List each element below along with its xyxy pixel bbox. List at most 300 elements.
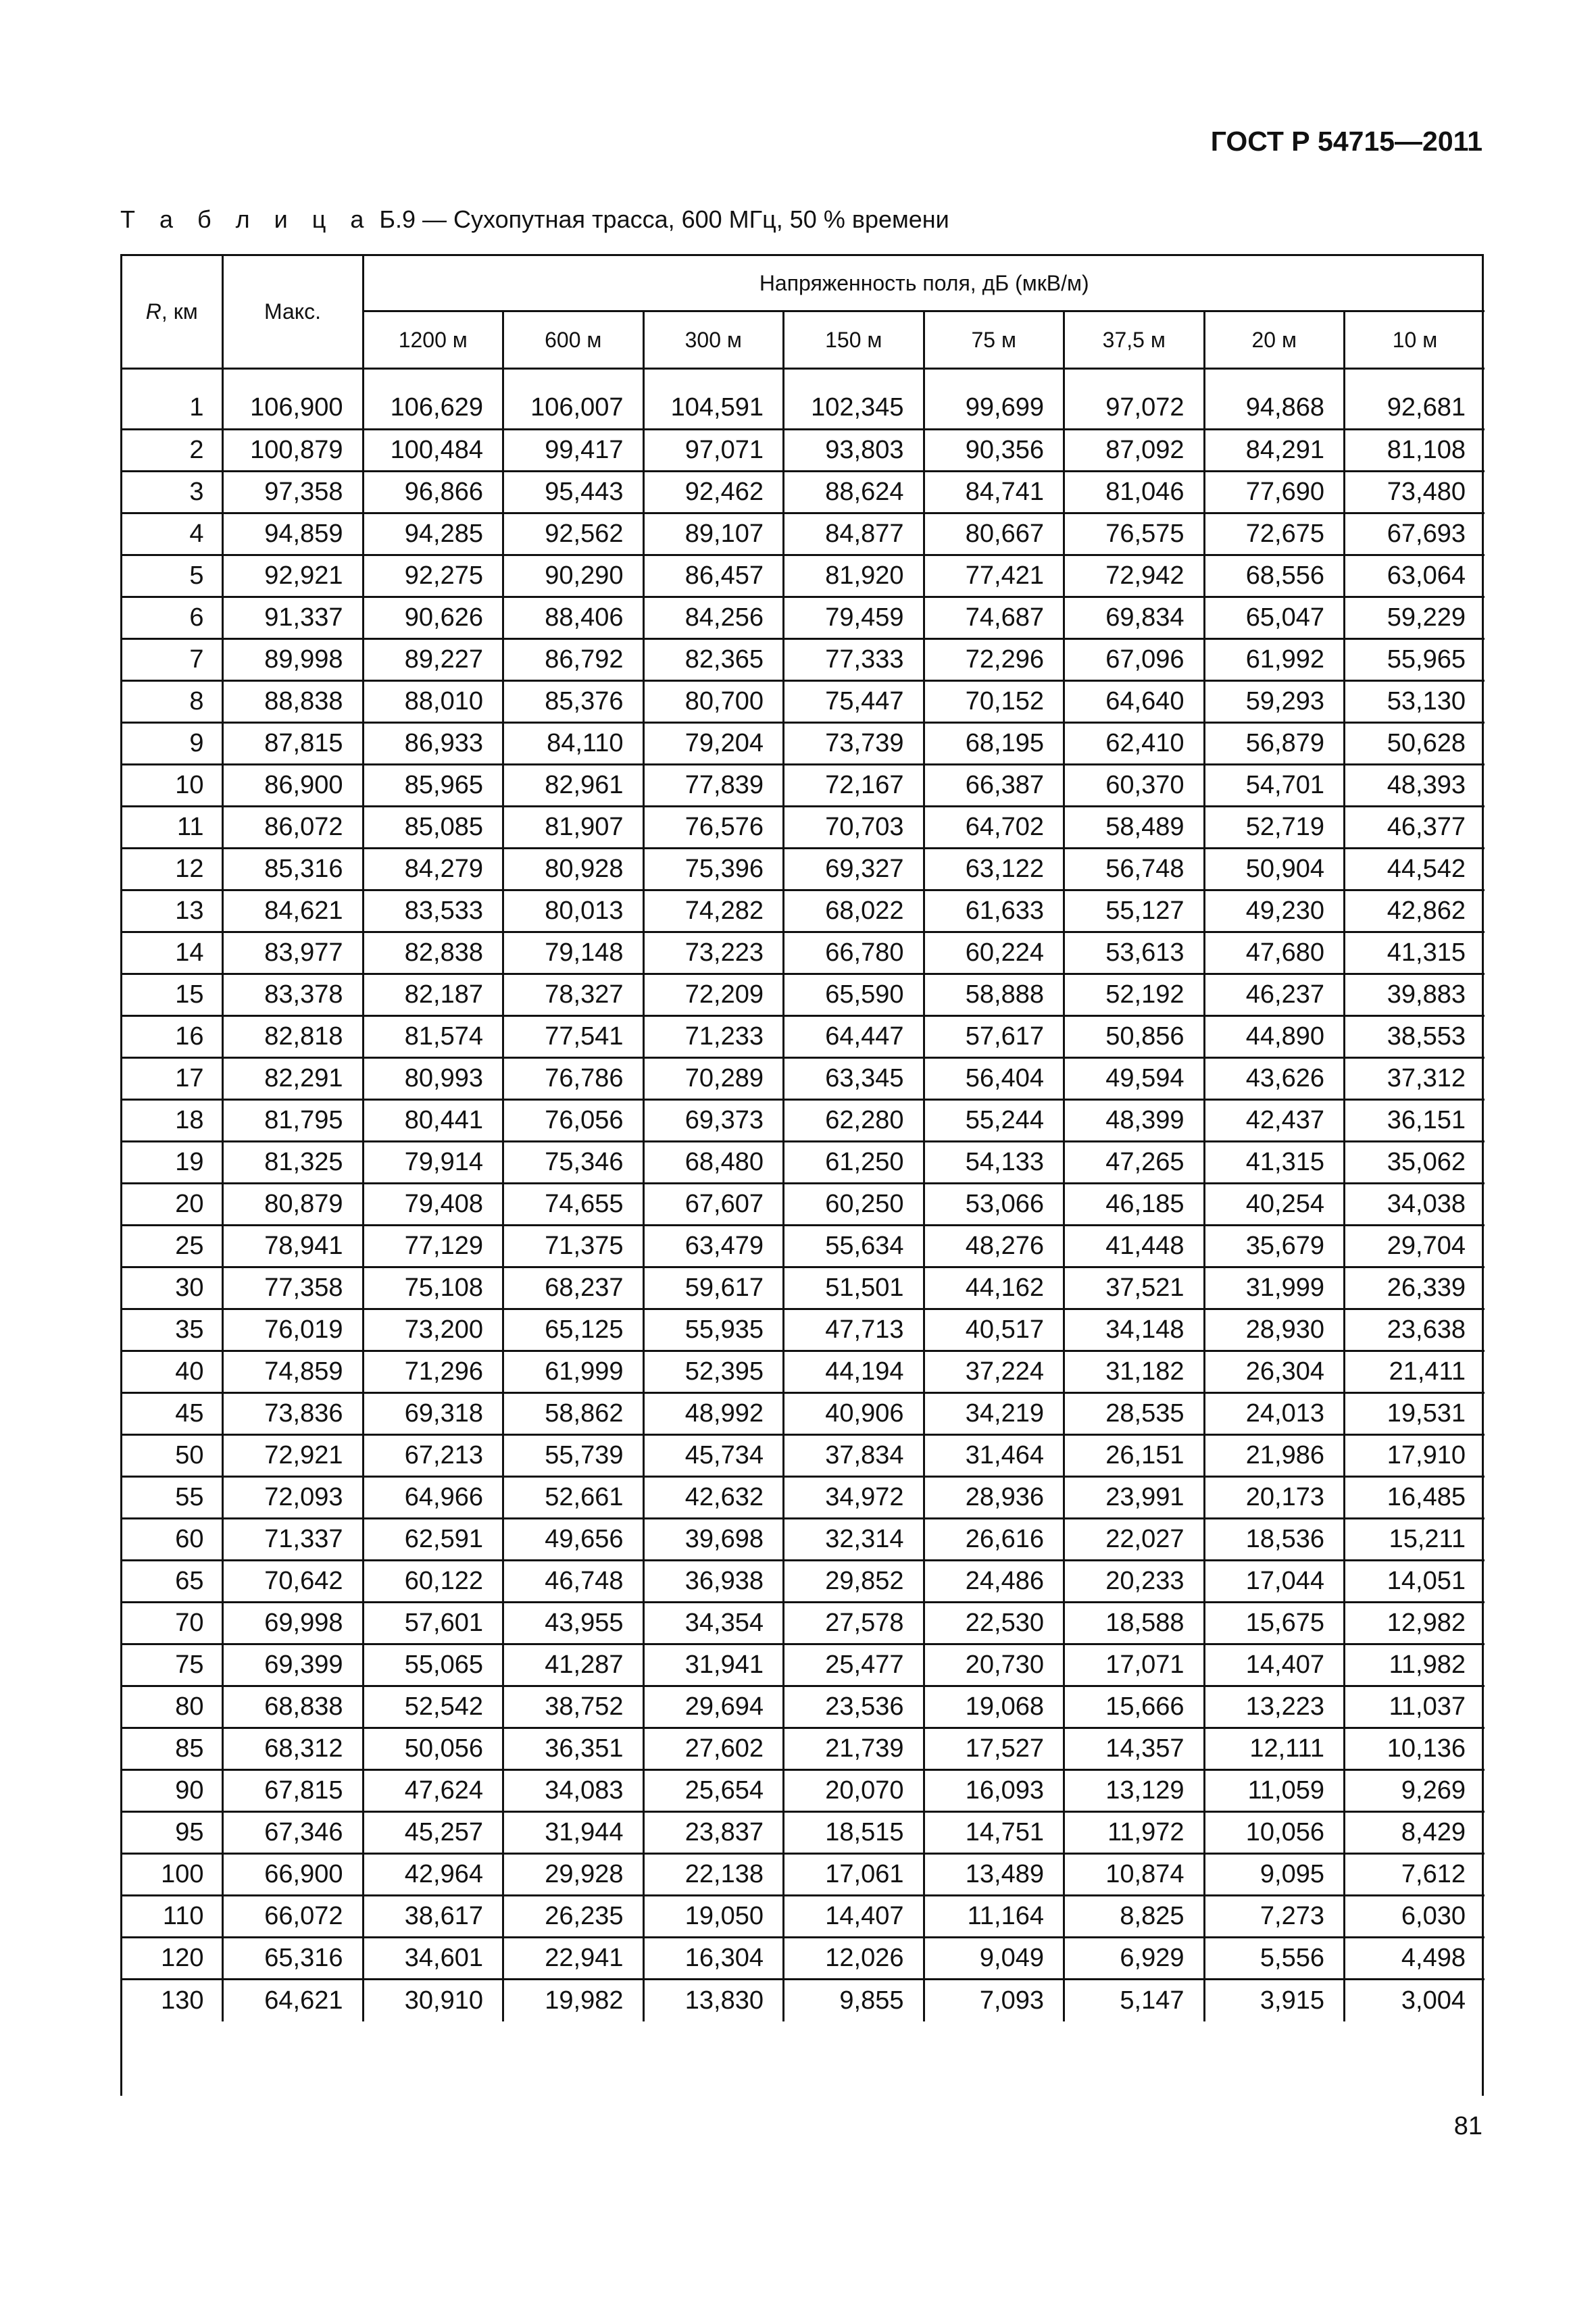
value-cell: 92,562 <box>503 513 644 555</box>
value-cell: 34,038 <box>1345 1184 1485 1226</box>
value-cell: 26,339 <box>1345 1267 1485 1309</box>
value-cell: 64,447 <box>784 1016 924 1058</box>
table-row <box>122 1351 1485 1393</box>
value-cell: 53,130 <box>1345 681 1485 723</box>
value-cell: 77,690 <box>1204 472 1345 513</box>
gap-cell <box>784 369 924 388</box>
value-cell: 90,626 <box>363 597 503 639</box>
max-cell: 71,337 <box>222 1519 363 1561</box>
value-cell: 20,730 <box>924 1644 1064 1686</box>
value-cell: 47,713 <box>784 1309 924 1351</box>
max-cell: 64,621 <box>222 1980 363 2021</box>
value-cell: 39,883 <box>1345 974 1485 1016</box>
value-cell: 97,072 <box>1064 388 1205 430</box>
value-cell: 85,965 <box>363 765 503 807</box>
value-cell: 34,148 <box>1064 1309 1205 1351</box>
value-cell: 69,834 <box>1064 597 1205 639</box>
value-cell: 77,129 <box>363 1226 503 1267</box>
value-cell: 77,541 <box>503 1016 644 1058</box>
value-cell: 85,376 <box>503 681 644 723</box>
value-cell: 99,699 <box>924 388 1064 430</box>
table-row <box>122 932 1485 974</box>
value-cell: 15,666 <box>1064 1686 1205 1728</box>
value-cell: 14,357 <box>1064 1728 1205 1770</box>
value-cell: 16,304 <box>643 1938 784 1980</box>
value-cell: 31,941 <box>643 1644 784 1686</box>
max-cell: 87,815 <box>222 723 363 765</box>
value-cell: 102,345 <box>784 388 924 430</box>
value-cell: 64,640 <box>1064 681 1205 723</box>
value-cell: 58,489 <box>1064 807 1205 849</box>
table-row <box>122 1686 1485 1728</box>
value-cell: 46,748 <box>503 1561 644 1603</box>
value-cell: 12,111 <box>1204 1728 1345 1770</box>
value-cell: 13,129 <box>1064 1770 1205 1812</box>
value-cell: 81,907 <box>503 807 644 849</box>
value-cell: 5,556 <box>1204 1938 1345 1980</box>
value-cell: 80,013 <box>503 890 644 932</box>
value-cell: 71,375 <box>503 1226 644 1267</box>
value-cell: 73,223 <box>643 932 784 974</box>
value-cell: 99,417 <box>503 430 644 472</box>
max-cell: 67,815 <box>222 1770 363 1812</box>
max-cell: 106,900 <box>222 388 363 430</box>
value-cell: 79,914 <box>363 1142 503 1184</box>
value-cell: 72,296 <box>924 639 1064 681</box>
value-cell: 51,501 <box>784 1267 924 1309</box>
value-cell: 77,839 <box>643 765 784 807</box>
header-distance-unit: , км <box>161 299 198 324</box>
value-cell: 4,498 <box>1345 1938 1485 1980</box>
value-cell: 17,061 <box>784 1854 924 1896</box>
distance-cell: 9 <box>122 723 222 765</box>
value-cell: 72,675 <box>1204 513 1345 555</box>
header-height: 20 м <box>1204 311 1345 369</box>
max-cell: 78,941 <box>222 1226 363 1267</box>
distance-cell: 11 <box>122 807 222 849</box>
value-cell: 79,408 <box>363 1184 503 1226</box>
value-cell: 84,110 <box>503 723 644 765</box>
max-cell: 69,998 <box>222 1603 363 1644</box>
value-cell: 50,904 <box>1204 849 1345 890</box>
max-cell: 100,879 <box>222 430 363 472</box>
value-cell: 31,999 <box>1204 1267 1345 1309</box>
value-cell: 60,122 <box>363 1561 503 1603</box>
table-row <box>122 1812 1485 1854</box>
value-cell: 14,751 <box>924 1812 1064 1854</box>
value-cell: 93,803 <box>784 430 924 472</box>
value-cell: 64,702 <box>924 807 1064 849</box>
value-cell: 49,656 <box>503 1519 644 1561</box>
value-cell: 40,254 <box>1204 1184 1345 1226</box>
value-cell: 28,936 <box>924 1477 1064 1519</box>
value-cell: 73,480 <box>1345 472 1485 513</box>
value-cell: 61,633 <box>924 890 1064 932</box>
value-cell: 50,056 <box>363 1728 503 1770</box>
max-cell: 70,642 <box>222 1561 363 1603</box>
value-cell: 17,527 <box>924 1728 1064 1770</box>
value-cell: 44,194 <box>784 1351 924 1393</box>
value-cell: 89,227 <box>363 639 503 681</box>
value-cell: 71,233 <box>643 1016 784 1058</box>
value-cell: 7,273 <box>1204 1896 1345 1938</box>
value-cell: 29,694 <box>643 1686 784 1728</box>
value-cell: 11,164 <box>924 1896 1064 1938</box>
value-cell: 97,071 <box>643 430 784 472</box>
distance-cell: 35 <box>122 1309 222 1351</box>
value-cell: 3,915 <box>1204 1980 1345 2021</box>
value-cell: 54,133 <box>924 1142 1064 1184</box>
value-cell: 22,027 <box>1064 1519 1205 1561</box>
value-cell: 63,122 <box>924 849 1064 890</box>
value-cell: 60,250 <box>784 1184 924 1226</box>
value-cell: 3,004 <box>1401 1986 1466 2015</box>
value-cell: 9,049 <box>924 1938 1064 1980</box>
value-cell: 34,219 <box>924 1393 1064 1435</box>
value-cell: 80,667 <box>924 513 1064 555</box>
value-cell: 84,256 <box>643 597 784 639</box>
max-cell: 67,346 <box>222 1812 363 1854</box>
distance-cell: 20 <box>122 1184 222 1226</box>
value-cell: 94,868 <box>1204 388 1345 430</box>
table-caption-text: Б.9 — Сухопутная трасса, 600 МГц, 50 % времени <box>372 205 949 233</box>
max-cell: 85,316 <box>222 849 363 890</box>
table-row <box>122 639 1485 681</box>
value-cell: 80,993 <box>363 1058 503 1100</box>
distance-cell: 110 <box>122 1896 222 1938</box>
value-cell: 62,591 <box>363 1519 503 1561</box>
table-caption <box>120 205 949 234</box>
value-cell: 71,296 <box>363 1351 503 1393</box>
max-cell: 66,072 <box>222 1896 363 1938</box>
value-cell: 50,628 <box>1345 723 1485 765</box>
value-cell: 23,991 <box>1064 1477 1205 1519</box>
value-cell: 65,590 <box>784 974 924 1016</box>
value-cell: 74,282 <box>643 890 784 932</box>
table-row <box>122 1226 1485 1267</box>
value-cell: 11,982 <box>1345 1644 1485 1686</box>
value-cell: 30,910 <box>363 1980 503 2021</box>
value-cell: 40,906 <box>784 1393 924 1435</box>
value-cell: 48,393 <box>1345 765 1485 807</box>
value-cell: 65,125 <box>503 1309 644 1351</box>
value-cell: 38,617 <box>363 1896 503 1938</box>
value-cell: 67,693 <box>1345 513 1485 555</box>
max-cell: 77,358 <box>222 1267 363 1309</box>
table-row <box>122 1728 1485 1770</box>
table-row <box>122 430 1485 472</box>
value-cell: 9,269 <box>1345 1770 1485 1812</box>
max-cell: 65,316 <box>222 1938 363 1980</box>
value-cell: 57,617 <box>924 1016 1064 1058</box>
value-cell: 31,464 <box>924 1435 1064 1477</box>
distance-cell: 30 <box>122 1267 222 1309</box>
value-cell: 52,719 <box>1204 807 1345 849</box>
value-cell: 86,792 <box>503 639 644 681</box>
distance-cell: 75 <box>122 1644 222 1686</box>
value-cell: 20,070 <box>784 1770 924 1812</box>
value-cell: 47,680 <box>1204 932 1345 974</box>
value-cell: 26,616 <box>924 1519 1064 1561</box>
value-cell: 62,280 <box>784 1100 924 1142</box>
distance-cell: 13 <box>122 890 222 932</box>
value-cell: 32,314 <box>784 1519 924 1561</box>
value-cell: 90,290 <box>503 555 644 597</box>
value-cell: 27,578 <box>784 1603 924 1644</box>
value-cell: 61,992 <box>1204 639 1345 681</box>
value-cell: 82,187 <box>363 974 503 1016</box>
value-cell: 52,192 <box>1064 974 1205 1016</box>
value-cell: 69,373 <box>643 1100 784 1142</box>
value-cell: 36,351 <box>503 1728 644 1770</box>
table-row <box>122 1184 1485 1226</box>
value-cell: 81,046 <box>1064 472 1205 513</box>
value-cell: 41,448 <box>1064 1226 1205 1267</box>
value-cell: 6,030 <box>1345 1896 1485 1938</box>
value-cell: 23,536 <box>784 1686 924 1728</box>
value-cell: 40,517 <box>924 1309 1064 1351</box>
table-row <box>122 890 1485 932</box>
value-cell: 19,050 <box>643 1896 784 1938</box>
gap-cell <box>122 369 222 388</box>
value-cell: 14,407 <box>1204 1644 1345 1686</box>
value-cell: 52,661 <box>503 1477 644 1519</box>
value-cell: 72,942 <box>1064 555 1205 597</box>
page-number: 81 <box>1453 2112 1482 2140</box>
value-cell: 19,531 <box>1345 1393 1485 1435</box>
value-cell: 80,928 <box>503 849 644 890</box>
value-cell: 70,289 <box>643 1058 784 1100</box>
value-cell: 69,327 <box>784 849 924 890</box>
value-cell: 63,479 <box>643 1226 784 1267</box>
distance-cell: 2 <box>122 430 222 472</box>
value-cell: 92,462 <box>643 472 784 513</box>
value-cell: 14,051 <box>1345 1561 1485 1603</box>
value-cell: 64,966 <box>363 1477 503 1519</box>
value-cell: 43,626 <box>1204 1058 1345 1100</box>
max-cell: 69,399 <box>222 1644 363 1686</box>
max-cell: 83,378 <box>222 974 363 1016</box>
value-cell: 95,443 <box>503 472 644 513</box>
value-cell: 54,701 <box>1204 765 1345 807</box>
value-cell: 80,441 <box>363 1100 503 1142</box>
value-cell: 104,591 <box>643 388 784 430</box>
value-cell: 63,064 <box>1345 555 1485 597</box>
value-cell: 66,387 <box>924 765 1064 807</box>
max-cell: 74,859 <box>222 1351 363 1393</box>
value-cell: 42,437 <box>1204 1100 1345 1142</box>
value-cell: 76,786 <box>503 1058 644 1100</box>
value-cell: 75,346 <box>503 1142 644 1184</box>
value-cell: 86,933 <box>363 723 503 765</box>
value-cell: 21,986 <box>1204 1435 1345 1477</box>
distance-cell: 7 <box>122 639 222 681</box>
value-cell: 46,237 <box>1204 974 1345 1016</box>
header-height: 150 м <box>784 311 924 369</box>
value-cell: 21,411 <box>1345 1351 1485 1393</box>
value-cell: 76,576 <box>643 807 784 849</box>
value-cell: 34,083 <box>503 1770 644 1812</box>
value-cell: 37,834 <box>784 1435 924 1477</box>
max-cell: 73,836 <box>222 1393 363 1435</box>
value-cell: 73,739 <box>784 723 924 765</box>
value-cell: 83,533 <box>363 890 503 932</box>
max-cell: 86,072 <box>222 807 363 849</box>
value-cell: 88,010 <box>363 681 503 723</box>
table-row <box>122 1393 1485 1435</box>
value-cell: 106,007 <box>503 388 644 430</box>
value-cell: 38,553 <box>1345 1016 1485 1058</box>
value-cell: 26,235 <box>503 1896 644 1938</box>
distance-cell: 85 <box>122 1728 222 1770</box>
value-cell: 55,739 <box>503 1435 644 1477</box>
max-cell: 72,093 <box>222 1477 363 1519</box>
value-cell: 55,965 <box>1345 639 1485 681</box>
value-cell: 60,224 <box>924 932 1064 974</box>
value-cell: 81,920 <box>784 555 924 597</box>
distance-cell: 3 <box>122 472 222 513</box>
distance-cell: 95 <box>122 1812 222 1854</box>
value-cell: 49,594 <box>1064 1058 1205 1100</box>
gap-cell <box>924 369 1064 388</box>
value-cell: 28,930 <box>1204 1309 1345 1351</box>
value-cell: 70,703 <box>784 807 924 849</box>
value-cell: 50,856 <box>1064 1016 1205 1058</box>
value-cell: 18,515 <box>784 1812 924 1854</box>
value-cell: 72,209 <box>643 974 784 1016</box>
value-cell: 16,093 <box>924 1770 1064 1812</box>
table-row <box>122 555 1485 597</box>
value-cell: 77,421 <box>924 555 1064 597</box>
max-cell: 66,900 <box>222 1854 363 1896</box>
value-cell: 6,929 <box>1064 1938 1205 1980</box>
gap-cell <box>1204 369 1345 388</box>
max-cell: 92,921 <box>222 555 363 597</box>
value-cell: 41,315 <box>1345 932 1485 974</box>
value-cell: 70,152 <box>924 681 1064 723</box>
gap-cell <box>1064 369 1205 388</box>
table-row <box>122 1477 1485 1519</box>
value-cell: 8,825 <box>1064 1896 1205 1938</box>
standard-code: ГОСТ Р 54715—2011 <box>1210 126 1482 157</box>
value-cell: 10,874 <box>1064 1854 1205 1896</box>
max-cell: 83,977 <box>222 932 363 974</box>
value-cell: 36,938 <box>643 1561 784 1603</box>
value-cell: 12,982 <box>1345 1603 1485 1644</box>
value-cell: 68,195 <box>924 723 1064 765</box>
table-row <box>122 1100 1485 1142</box>
header-gap-row <box>122 369 1485 388</box>
value-cell: 61,999 <box>503 1351 644 1393</box>
value-cell: 17,910 <box>1345 1435 1485 1477</box>
table-row <box>122 1854 1485 1896</box>
value-cell: 52,542 <box>363 1686 503 1728</box>
value-cell: 24,486 <box>924 1561 1064 1603</box>
value-cell: 96,866 <box>363 472 503 513</box>
value-cell: 43,955 <box>503 1603 644 1644</box>
value-cell: 39,698 <box>643 1519 784 1561</box>
value-cell: 45,257 <box>363 1812 503 1854</box>
distance-cell: 10 <box>122 765 222 807</box>
value-cell: 35,679 <box>1204 1226 1345 1267</box>
value-cell: 37,521 <box>1064 1267 1205 1309</box>
value-cell: 88,406 <box>503 597 644 639</box>
value-cell: 73,200 <box>363 1309 503 1351</box>
table-row <box>122 807 1485 849</box>
value-cell: 25,477 <box>784 1644 924 1686</box>
value-cell: 29,852 <box>784 1561 924 1603</box>
table-row <box>122 1938 1485 1980</box>
header-max: Макс. <box>222 256 363 369</box>
max-cell: 81,325 <box>222 1142 363 1184</box>
header-distance <box>122 256 222 369</box>
value-cell: 7,612 <box>1345 1854 1485 1896</box>
value-cell: 11,059 <box>1204 1770 1345 1812</box>
value-cell: 77,333 <box>784 639 924 681</box>
value-cell: 46,377 <box>1345 807 1485 849</box>
value-cell: 29,928 <box>503 1854 644 1896</box>
value-cell: 37,312 <box>1345 1058 1485 1100</box>
value-cell: 27,602 <box>643 1728 784 1770</box>
value-cell: 42,862 <box>1345 890 1485 932</box>
value-cell: 17,071 <box>1064 1644 1205 1686</box>
distance-cell: 80 <box>122 1686 222 1728</box>
distance-cell: 5 <box>122 555 222 597</box>
value-cell: 62,410 <box>1064 723 1205 765</box>
table-row <box>122 597 1485 639</box>
value-cell: 7,093 <box>924 1980 1064 2021</box>
header-height: 600 м <box>503 311 644 369</box>
value-cell: 84,291 <box>1204 430 1345 472</box>
table-row <box>122 513 1485 555</box>
distance-cell: 60 <box>122 1519 222 1561</box>
value-cell: 92,681 <box>1345 388 1485 430</box>
value-cell: 74,687 <box>924 597 1064 639</box>
value-cell: 59,617 <box>643 1267 784 1309</box>
value-cell: 29,704 <box>1345 1226 1485 1267</box>
value-cell: 18,536 <box>1204 1519 1345 1561</box>
distance-cell: 6 <box>122 597 222 639</box>
header-height: 1200 м <box>363 311 503 369</box>
table-row <box>122 1309 1485 1351</box>
max-cell: 84,621 <box>222 890 363 932</box>
value-cell: 19,068 <box>924 1686 1064 1728</box>
value-cell: 36,151 <box>1345 1100 1485 1142</box>
value-cell: 84,741 <box>924 472 1064 513</box>
value-cell: 47,624 <box>363 1770 503 1812</box>
value-cell: 84,877 <box>784 513 924 555</box>
value-cell: 55,065 <box>363 1644 503 1686</box>
distance-cell: 25 <box>122 1226 222 1267</box>
max-cell: 82,291 <box>222 1058 363 1100</box>
value-cell: 10,136 <box>1345 1728 1485 1770</box>
value-cell: 100,484 <box>363 430 503 472</box>
max-cell: 91,337 <box>222 597 363 639</box>
header-distance-var: R <box>145 299 161 324</box>
max-cell: 82,818 <box>222 1016 363 1058</box>
value-cell: 20,173 <box>1204 1477 1345 1519</box>
value-cell: 8,429 <box>1345 1812 1485 1854</box>
value-cell: 49,230 <box>1204 890 1345 932</box>
value-cell: 20,233 <box>1064 1561 1205 1603</box>
table-caption-label: Т а б л и ц а <box>120 205 373 233</box>
value-cell: 26,304 <box>1204 1351 1345 1393</box>
value-cell: 22,138 <box>643 1854 784 1896</box>
distance-cell: 1 <box>122 388 222 430</box>
table-row <box>122 765 1485 807</box>
value-cell: 85,085 <box>363 807 503 849</box>
value-cell: 68,480 <box>643 1142 784 1184</box>
